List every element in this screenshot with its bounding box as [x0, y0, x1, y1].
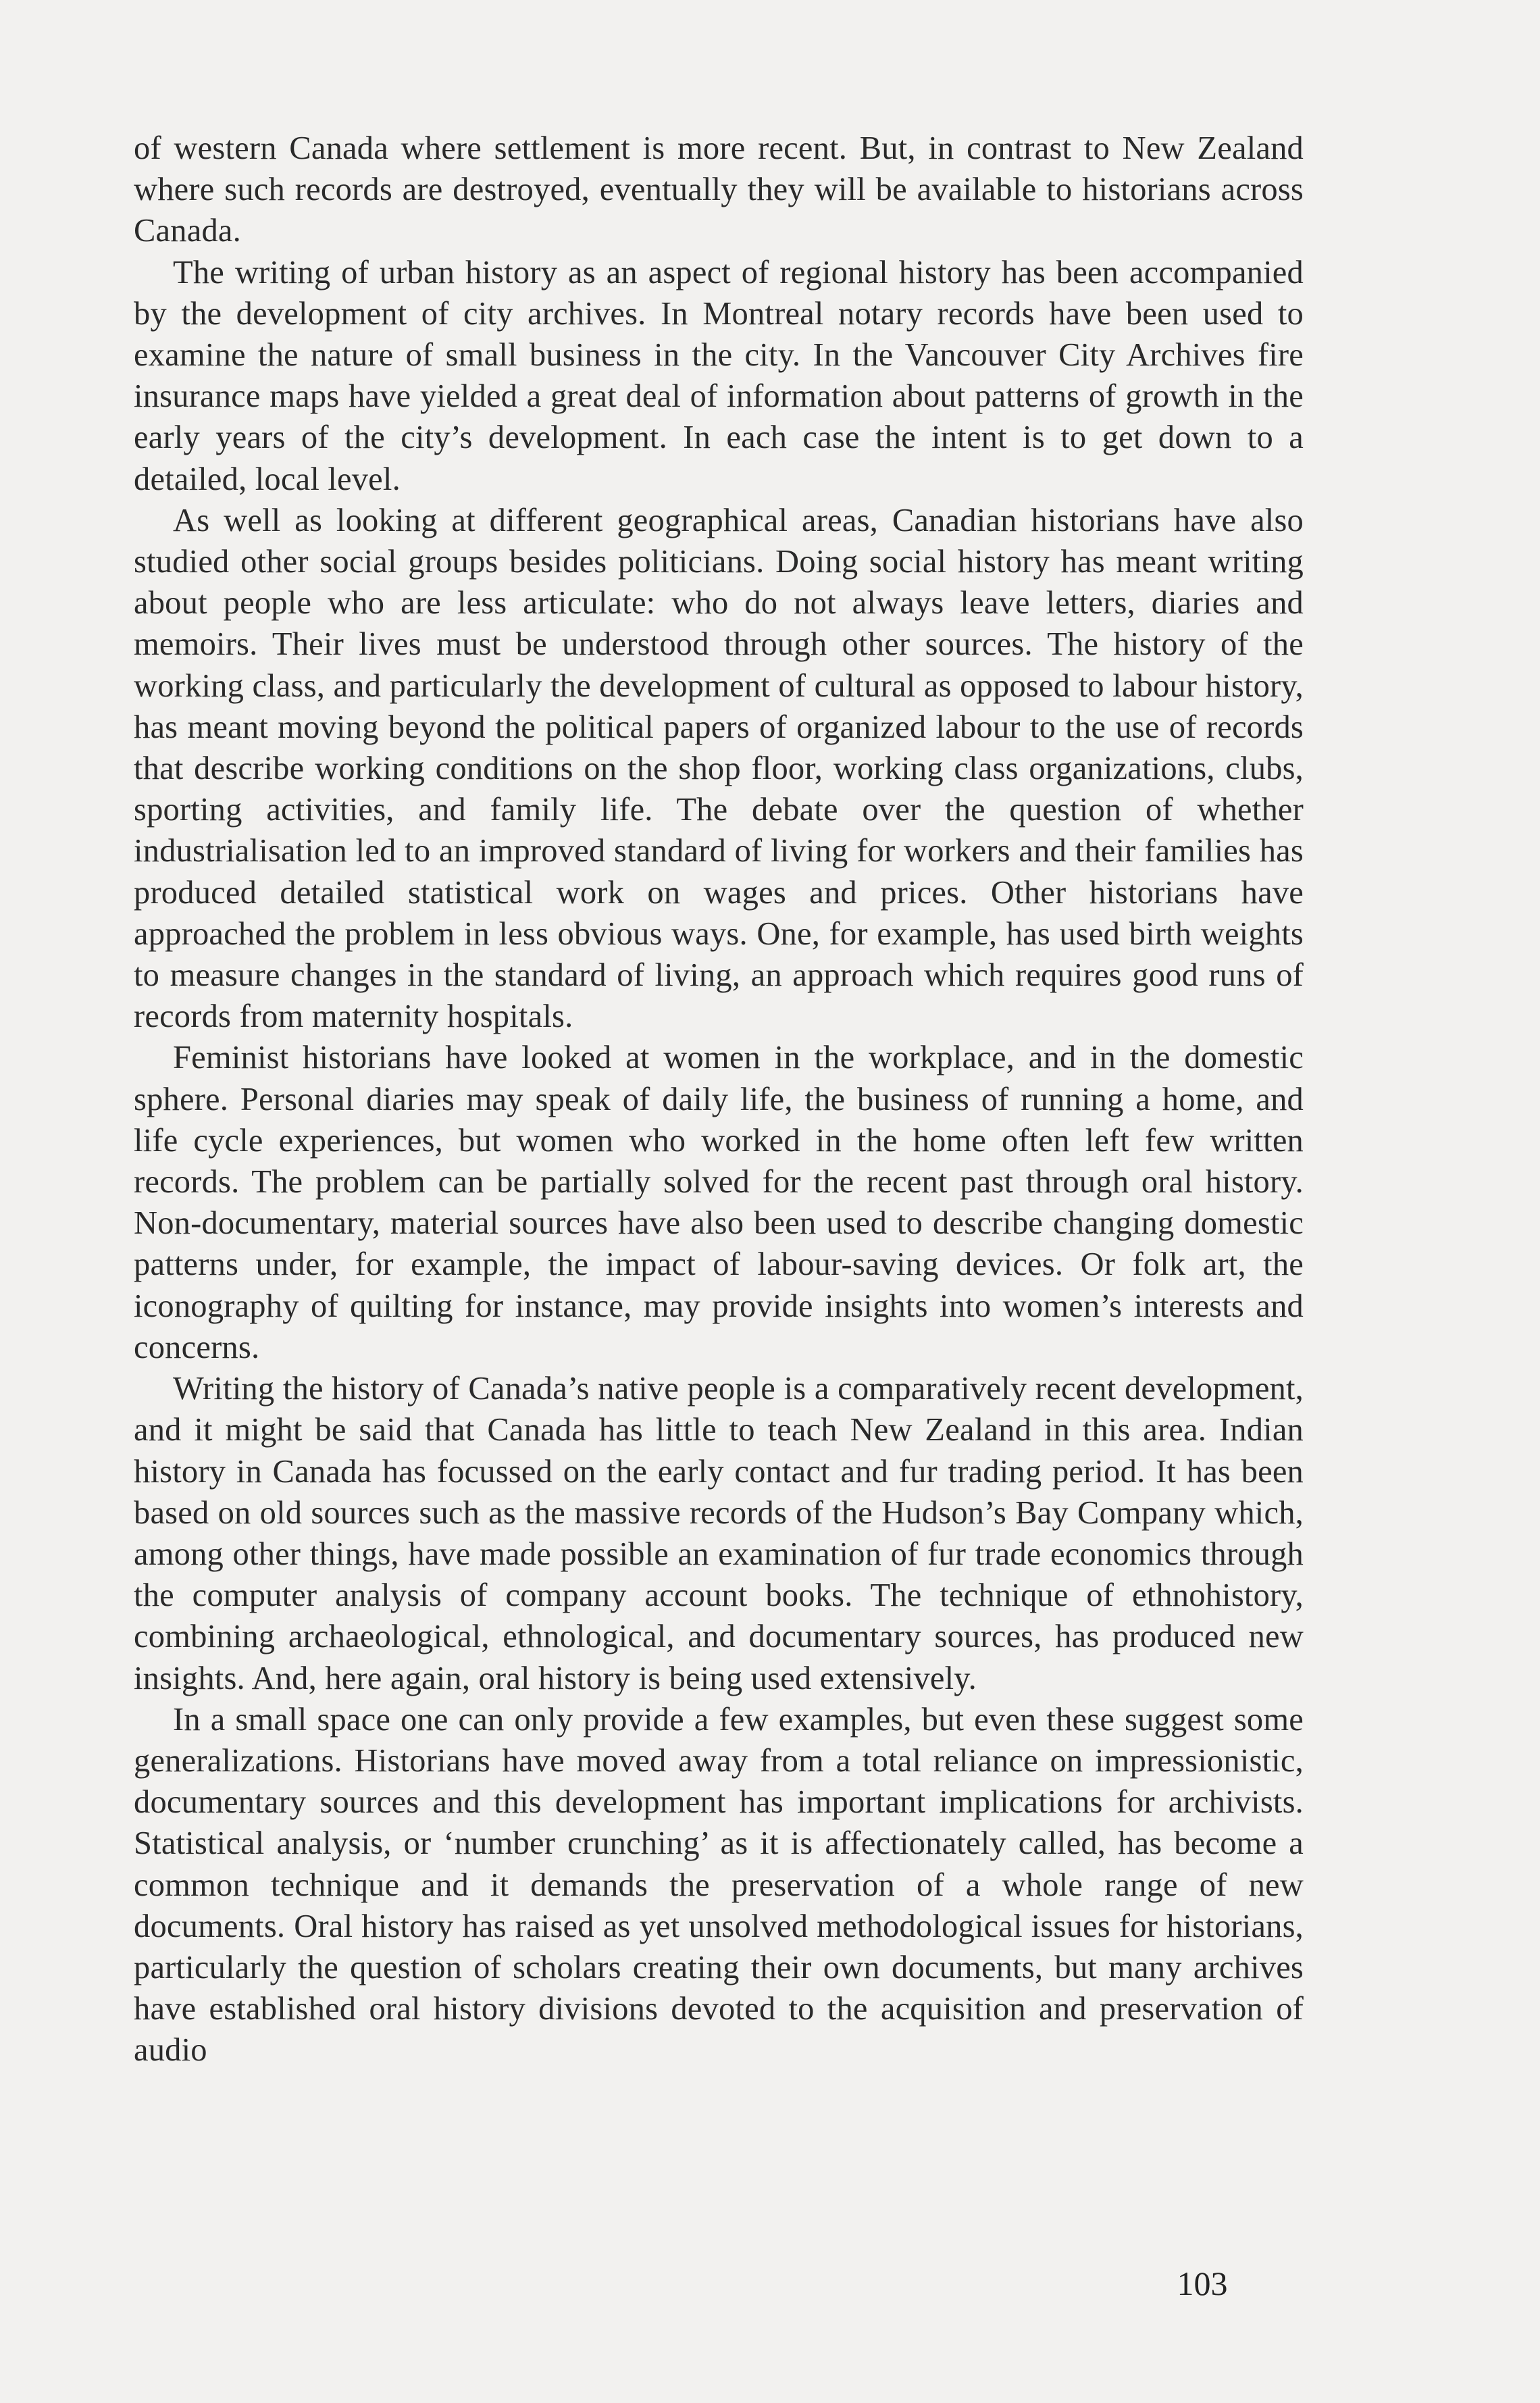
- paragraph-generalizations: In a small space one can only provide a few examples, but even these suggest some generalizations. Historians have moved away from a total reliance on impressionistic, documentary sources and this development has important implications for archivists. Statistical analysis, or ‘number crunching’ as it is affectionately called, has become a common technique and it demands the preservation of a whole range of new documents. Oral history has raised as yet unsolved methodological issues for historians, particularly the question of scholars creating their own documents, but many archives have established oral history divisions devoted to the acquisition and preservation of audio: [134, 1701, 1304, 2069]
- page-number: 103: [1177, 2265, 1228, 2302]
- paragraph-feminist-history: Feminist historians have looked at women in the workplace, and in the domestic sphere. Personal diaries may speak of daily life, the business of running a home, and life cycle experiences, but women who worked in the home often left few written records. The problem can be partially solved for the recent past through oral history. Non-documentary, material sources have also been used to describe changing domestic patterns under, for example, the impact of labour-saving devices. Or folk art, the iconography of quilting for instance, may provide insights into women’s interests and concerns.: [134, 1040, 1304, 1365]
- paragraph-continued: of western Canada where settlement is more recent. But, in contrast to New Zealand where such records are destroyed, eventually they will be available to historians across Canada.: [134, 130, 1304, 249]
- paragraph-native-history: Writing the history of Canada’s native people is a comparatively recent development, and it might be said that Canada has little to teach New Zealand in this area. Indian history in Canada has focussed on the early contact and fur trading period. It has been based on old sources such as the massive records of the Hudson’s Bay Company which, among other things, have made possible an examination of fur trade economics through the computer analysis of company account books. The technique of ethnohistory, combining archaeological, ethnological, and documentary sources, has produced new insights. And, here again, oral history is being used extensively.: [134, 1371, 1304, 1696]
- paragraph-social-history: As well as looking at different geographical areas, Canadian historians have also studied other social groups besides politicians. Doing social history has meant writing about people who are less articulate: who do not always leave letters, diaries and memoirs. Their lives must be understood through other sources. The history of the working class, and particularly the development of cultural as opposed to labour history, has meant moving beyond the political papers of organized labour to the use of records that describe working conditions on the shop floor, working class organizations, clubs, sporting activities, and family life. The debate over the question of whether industrialisation led to an improved standard of living for workers and their families has produced detailed statistical work on wages and prices. Other historians have approached the problem in less obvious ways. One, for example, has used birth weights to measure changes in the standard of living, an approach which requires good runs of records from maternity hospitals.: [134, 502, 1304, 1035]
- paragraph-urban-history: The writing of urban history as an aspect of regional history has been accompanied by the development of city archives. In Montreal notary records have been used to examine the nature of small business in the city. In the Vancouver City Archives fire insurance maps have yielded a great deal of information about patterns of growth in the early years of the city’s development. In each case the intent is to get down to a detailed, local level.: [134, 254, 1304, 497]
- body-text: [134, 128, 1304, 2071]
